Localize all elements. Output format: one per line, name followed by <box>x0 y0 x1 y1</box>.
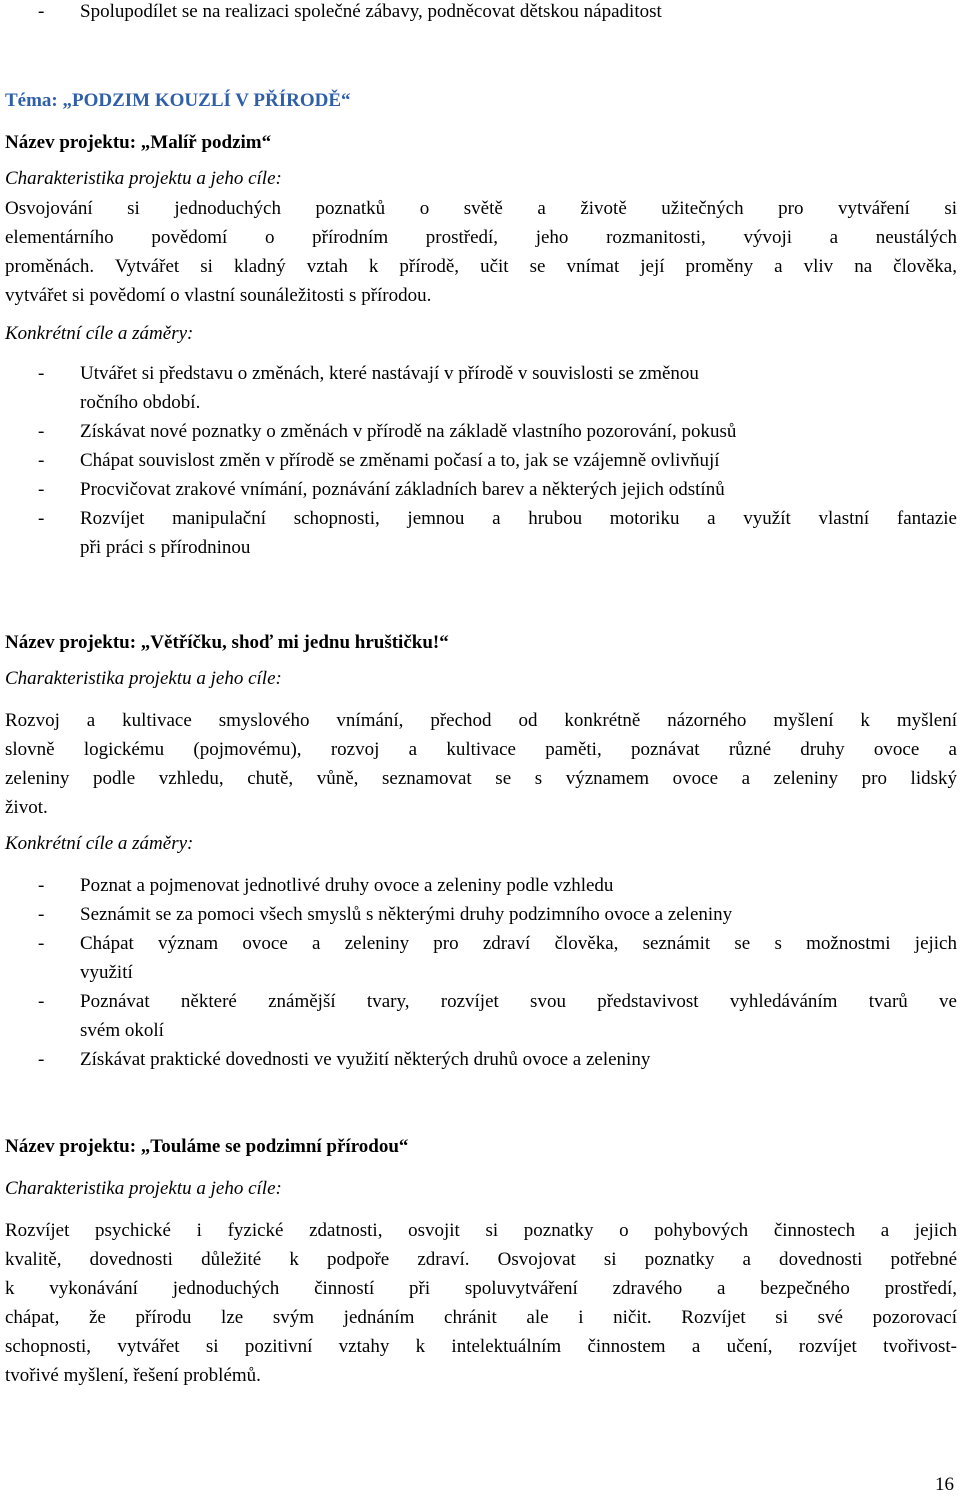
paragraph-line: schopnosti, vytvářet si pozitivní vztahy k intelektuálním činnostem a učení, rozvíjet tvořivost- <box>5 1336 957 1357</box>
bullet-dash: - <box>38 479 45 500</box>
bullet-dash: - <box>38 875 45 896</box>
list-item-line: Seznámit se za pomoci všech smyslů s některými druhy podzimního ovoce a zeleniny <box>80 904 733 925</box>
paragraph-line: Osvojování si jednoduchých poznatků o světě a životě užitečných pro vytváření si <box>5 198 957 219</box>
goals-label: Konkrétní cíle a záměry: <box>5 833 194 854</box>
list-item <box>5 475 957 504</box>
goals-label: Konkrétní cíle a záměry: <box>5 323 194 344</box>
bullet-dash: - <box>38 363 45 384</box>
paragraph-line: život. <box>5 797 48 818</box>
list-item <box>5 900 957 929</box>
list-item-line: Chápat význam ovoce a zeleniny pro zdraví člověka, seznámit se s možnostmi jejich <box>80 933 957 954</box>
paragraph-line: proměnách. Vytvářet si kladný vztah k přírodě, učit se vnímat její proměny a vliv na člověka, <box>5 256 957 277</box>
list-item-line: svém okolí <box>80 1020 164 1041</box>
paragraph-line: Rozvoj a kultivace smyslového vnímání, přechod od konkrétně názorného myšlení k myšlení <box>5 710 957 731</box>
project-title: Název projektu: „Touláme se podzimní přírodou“ <box>5 1136 409 1157</box>
list-item-line: využití <box>80 962 133 983</box>
bullet-dash: - <box>38 904 45 925</box>
list-item-line: Rozvíjet manipulační schopnosti, jemnou a hrubou motoriku a využít vlastní fantazie <box>80 508 957 529</box>
project-title: Název projektu: „Malíř podzim“ <box>5 132 272 153</box>
project-section-1 <box>5 128 957 562</box>
intro-bullet-list <box>5 0 957 26</box>
document-page <box>5 0 957 1390</box>
paragraph-line: slovně logickému (pojmovému), rozvoj a kultivace paměti, poznávat různé druhy ovoce a <box>5 739 957 760</box>
list-item <box>5 987 957 1045</box>
list-item-line: Získávat praktické dovednosti ve využití některých druhů ovoce a zeleniny <box>80 1049 651 1070</box>
paragraph-line: zeleniny podle vzhledu, chutě, vůně, seznamovat se s významem ovoce a zeleniny pro lidský <box>5 768 957 789</box>
bullet-dash: - <box>38 508 45 529</box>
bullet-dash: - <box>38 421 45 442</box>
list-item-text: Spolupodílet se na realizaci společné zábavy, podněcovat dětskou nápaditost <box>80 1 662 22</box>
list-item <box>5 417 957 446</box>
list-item-line: Poznávat některé známější tvary, rozvíjet svou představivost vyhledáváním tvarů ve <box>80 991 957 1012</box>
characteristic-label: Charakteristika projektu a jeho cíle: <box>5 168 282 189</box>
characteristic-label: Charakteristika projektu a jeho cíle: <box>5 668 282 689</box>
list-item <box>5 446 957 475</box>
list-item-line: Chápat souvislost změn v přírodě se změnami počasí a to, jak se vzájemně ovlivňují <box>80 450 720 471</box>
paragraph-line: k vykonávání jednoduchých činností při spoluvytváření zdravého a bezpečného prostředí, <box>5 1278 957 1299</box>
list-item <box>5 359 957 417</box>
list-item-line: Poznat a pojmenovat jednotlivé druhy ovoce a zeleniny podle vzhledu <box>80 875 614 896</box>
goals-list <box>5 359 957 562</box>
list-item-line: ročního období. <box>80 392 201 413</box>
bullet-dash: - <box>38 1 45 22</box>
list-item-line: při práci s přírodninou <box>80 537 251 558</box>
list-item-line: Procvičovat zrakové vnímání, poznávání základních barev a některých jejich odstínů <box>80 479 725 500</box>
list-item-line: Utvářet si představu o změnách, které nastávají v přírodě v souvislosti se změnou <box>80 363 699 384</box>
paragraph-line: tvořivé myšlení, řešení problémů. <box>5 1365 261 1386</box>
characteristic-paragraph <box>5 1216 957 1390</box>
list-item <box>5 0 957 26</box>
paragraph-line: chápat, že přírodu lze svým jednáním chránit ale i ničit. Rozvíjet si své pozorovací <box>5 1307 957 1328</box>
bullet-dash: - <box>38 933 45 954</box>
list-item <box>5 929 957 987</box>
bullet-dash: - <box>38 1049 45 1070</box>
paragraph-line: Rozvíjet psychické i fyzické zdatnosti, osvojit si poznatky o pohybových činnostech a jejich <box>5 1220 957 1241</box>
characteristic-paragraph <box>5 194 957 310</box>
paragraph-line: vytvářet si povědomí o vlastní sounáležitosti s přírodou. <box>5 285 432 306</box>
list-item-line: Získávat nové poznatky o změnách v přírodě na základě vlastního pozorování, pokusů <box>80 421 737 442</box>
project-title: Název projektu: „Větříčku, shoď mi jednu hruštičku!“ <box>5 632 449 653</box>
characteristic-label: Charakteristika projektu a jeho cíle: <box>5 1178 282 1199</box>
bullet-dash: - <box>38 450 45 471</box>
page-number: 16 <box>935 1474 954 1495</box>
list-item <box>5 1045 957 1074</box>
project-section-2 <box>5 628 957 1074</box>
topic-heading: Téma: „PODZIM KOUZLÍ V PŘÍRODĚ“ <box>5 90 351 111</box>
bullet-dash: - <box>38 991 45 1012</box>
paragraph-line: elementárního povědomí o přírodním prostředí, jeho rozmanitosti, vývoji a neustálých <box>5 227 957 248</box>
project-section-3 <box>5 1132 957 1390</box>
goals-list <box>5 871 957 1074</box>
characteristic-paragraph <box>5 706 957 822</box>
list-item <box>5 504 957 562</box>
list-item <box>5 871 957 900</box>
paragraph-line: kvalitě, dovednosti důležité k podpoře zdraví. Osvojovat si poznatky a dovednosti potřebné <box>5 1249 957 1270</box>
